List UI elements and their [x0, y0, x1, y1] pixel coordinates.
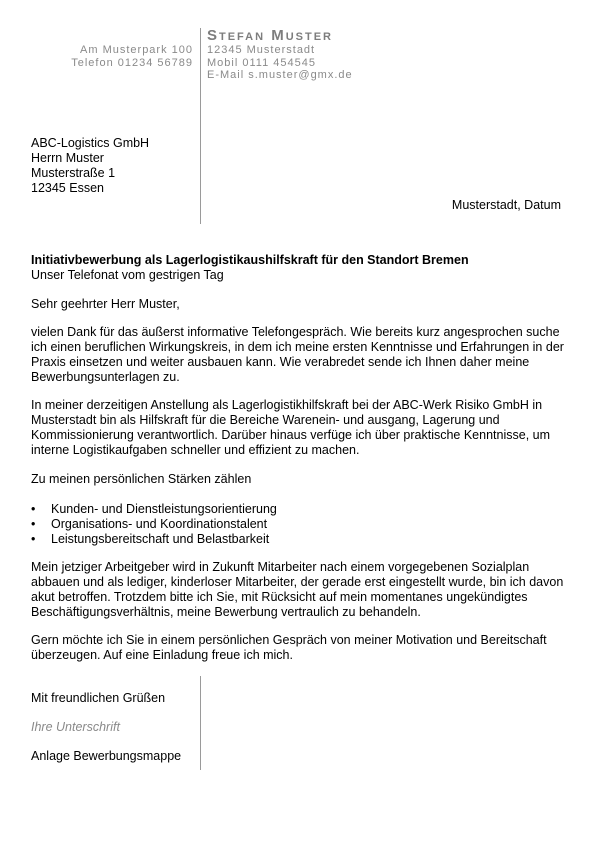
recipient-address — [31, 136, 149, 196]
sender-mobile: Mobil 0111 454545 — [207, 56, 316, 69]
enclosure-note: Anlage Bewerbungsmappe — [31, 749, 182, 763]
recipient-street: Musterstraße 1 — [31, 166, 116, 180]
paragraph-text: Mein jetziger Arbeitgeber wird in Zukunft Mitarbeiter nach einem vorgegebenen Sozialplan abbauen und als lediger, kinderloser Mitarbeiter, der gerade erst eingestellt wurde, bin ich davon akut betroffen. Trotzdem bitte ich Sie, mit Rücksicht auf mein momentanes ungekündigtes Beschäftigungsverhältnis, meine Bewerbung vertraulich zu behandeln. — [31, 560, 564, 619]
sender-address-right — [207, 44, 353, 82]
paragraph-text: In meiner derzeitigen Anstellung als Lagerlogistikhilfskraft bei der ABC-Werk Risiko GmbH in Musterstadt bin als Hilfskraft für die Bereiche Warenein- und ausgang, Lagerung und Kommissionierung verantwortlich. Darüber hinaus verfüge ich über praktische Kenntnisse, um interne Logistikaufgaben schneller und effizient zu machen. — [31, 398, 551, 457]
paragraph-text: Zu meinen persönlichen Stärken zählen — [31, 472, 252, 486]
sender-phone: Telefon 01234 56789 — [71, 56, 193, 69]
paragraph-experience — [31, 398, 566, 458]
salutation: Sehr geehrter Herr Muster, — [31, 297, 180, 311]
recipient-city: 12345 Essen — [31, 181, 104, 195]
recipient-company: ABC-Logistics GmbH — [31, 136, 150, 150]
paragraph-intro — [31, 325, 566, 385]
sender-address-left — [60, 44, 193, 69]
paragraph-situation — [31, 560, 566, 620]
header-divider-line — [200, 28, 201, 224]
letter-reference: Unser Telefonat vom gestrigen Tag — [31, 268, 224, 282]
sender-name: Stefan Muster — [207, 27, 334, 44]
paragraph-strengths-intro — [31, 472, 566, 487]
letter-date: Musterstadt, Datum — [451, 198, 561, 212]
sender-city: 12345 Musterstadt — [207, 44, 316, 56]
footer-divider-line — [200, 676, 201, 770]
list-item: • Kunden- und Dienstleistungsorientierung — [31, 502, 277, 517]
letter-subject: Initiativbewerbung als Lagerlogistikaushilfskraft für den Standort Bremen — [31, 253, 469, 267]
paragraph-text: Gern möchte ich Sie in einem persönlichen Gespräch von meiner Motivation und Bereitschaft überzeugen. Auf eine Einladung freue ich mich. — [31, 633, 547, 662]
recipient-contact: Herrn Muster — [31, 151, 104, 165]
sender-street: Am Musterpark 100 — [80, 44, 193, 56]
closing-greeting: Mit freundlichen Grüßen — [31, 691, 166, 705]
paragraph-closing — [31, 633, 566, 663]
list-item: • Organisations- und Koordinationstalent — [31, 517, 277, 532]
list-item: • Leistungsbereitschaft und Belastbarkeit — [31, 532, 277, 547]
sender-email: E-Mail s.muster@gmx.de — [207, 69, 353, 81]
paragraph-text: vielen Dank für das äußerst informative Telefongespräch. Wie bereits kurz angesprochen suche ich einen beruflichen Wirkungskreis, in dem ich meine ersten Kenntnisse und Erfahrungen in der Praxis einsetzen und weiter ausbauen kann. Wie verabredet sende ich Ihnen daher meine Bewerbungsunterlagen zu. — [31, 325, 564, 384]
signature-placeholder: Ihre Unterschrift — [31, 720, 120, 734]
strengths-list — [31, 502, 277, 547]
